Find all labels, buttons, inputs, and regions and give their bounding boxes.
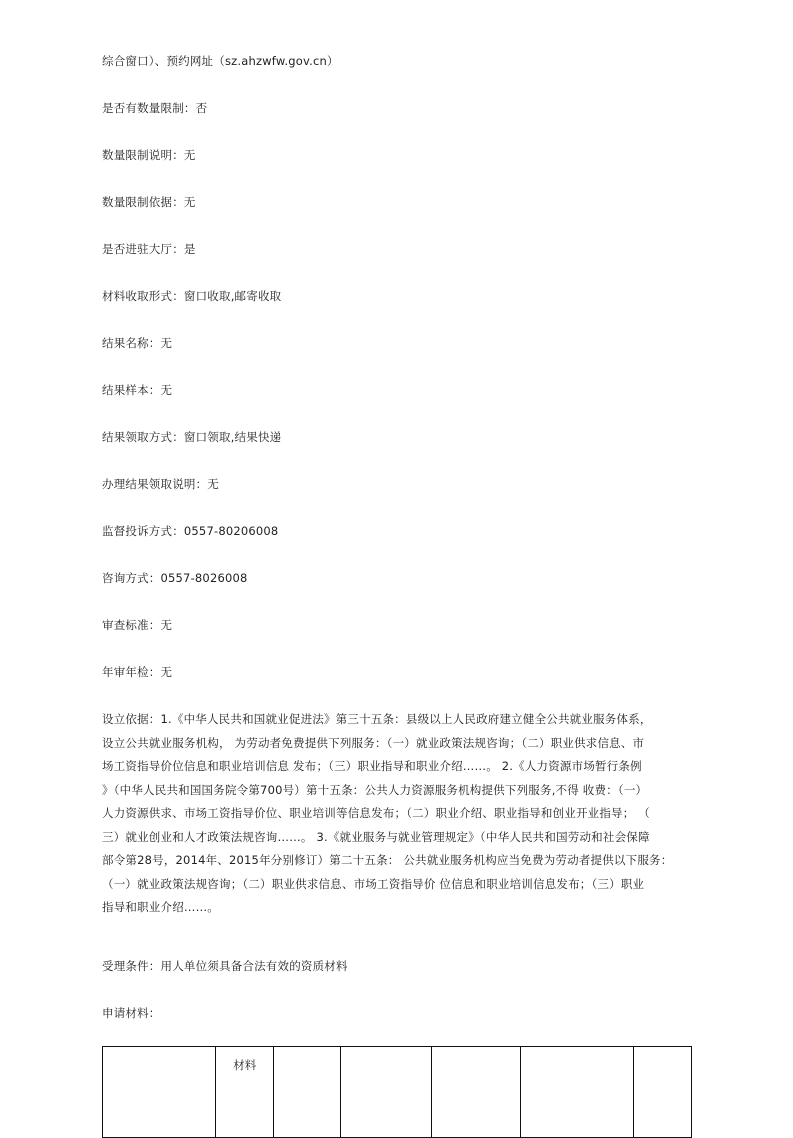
legal-basis-line: 三）就业创业和人才政策法规咨询……。 3.《就业服务与就业管理规定》（中华人民共和国劳动和社会保障 <box>102 829 650 844</box>
table-cell <box>431 1047 520 1138</box>
legal-basis-line: 人力资源供求、市场工资指导价位、职业培训等信息发布；（二）职业介绍、职业指导和创业开业指导； （ <box>102 806 650 820</box>
table-cell-material: 材料 <box>216 1047 274 1138</box>
quantity-limit-basis-line: 数量限制依据：无 <box>102 195 196 209</box>
table-cell <box>274 1047 341 1138</box>
complaint-contact-line: 监督投诉方式：0557-80206008 <box>102 524 279 538</box>
legal-basis-line: 部令第28号，2014年、2015年分别修订）第二十五条： 公共就业服务机构应当免费为劳动者提供以下服务： <box>102 853 673 867</box>
table-cell <box>103 1047 216 1138</box>
annual-review-line: 年审年检：无 <box>102 665 173 679</box>
table-row <box>103 1047 692 1138</box>
material-collection-line: 材料收取形式：窗口收取,邮寄收取 <box>102 289 282 303</box>
table-cell <box>340 1047 431 1138</box>
hall-entry-line: 是否进驻大厅：是 <box>102 242 196 256</box>
result-pickup-line: 结果领取方式：窗口领取,结果快递 <box>102 430 282 444</box>
materials-label: 申请材料： <box>102 1006 161 1020</box>
table-cell <box>520 1047 633 1138</box>
legal-basis-line: 设立公共就业服务机构， 为劳动者免费提供下列服务：（一）就业政策法规咨询；（二）职业供求信息、市 <box>102 735 645 750</box>
legal-basis-line: 场工资指导价位信息和职业培训信息 发布；（三）职业指导和职业介绍……。 2.《人力资源市场暂行条例 <box>102 759 642 773</box>
legal-basis-paragraph <box>102 708 702 920</box>
table-cell <box>634 1047 692 1138</box>
online-booking-line: 综合窗口）、预约网址（sz.ahzwfw.gov.cn） <box>102 54 339 68</box>
quantity-limit-line: 是否有数量限制：否 <box>102 101 208 115</box>
legal-basis-line: （一）就业政策法规咨询；（二）职业供求信息、市场工资指导价 位信息和职业培训信息发布；（三）职业 <box>102 876 645 891</box>
legal-basis-line: 》（中华人民共和国国务院令第700号）第十五条：公共人力资源服务机构提供下列服务,不得 收费：（一） <box>102 782 648 797</box>
legal-basis-line: 指导和职业介绍……。 <box>102 900 219 914</box>
result-sample-line: 结果样本：无 <box>102 383 173 397</box>
materials-table <box>102 1046 692 1138</box>
acceptance-conditions-line: 受理条件：用人单位须具备合法有效的资质材料 <box>102 959 348 973</box>
result-pickup-desc-line: 办理结果领取说明：无 <box>102 477 219 491</box>
inquiry-contact-line: 咨询方式：0557-8026008 <box>102 571 248 585</box>
result-name-line: 结果名称：无 <box>102 336 173 350</box>
review-standard-line: 审查标准：无 <box>102 618 173 632</box>
legal-basis-line: 设立依据：1.《中华人民共和国就业促进法》第三十五条：县级以上人民政府建立健全公共就业服务体系， <box>102 712 652 726</box>
quantity-limit-desc-line: 数量限制说明：无 <box>102 148 196 162</box>
